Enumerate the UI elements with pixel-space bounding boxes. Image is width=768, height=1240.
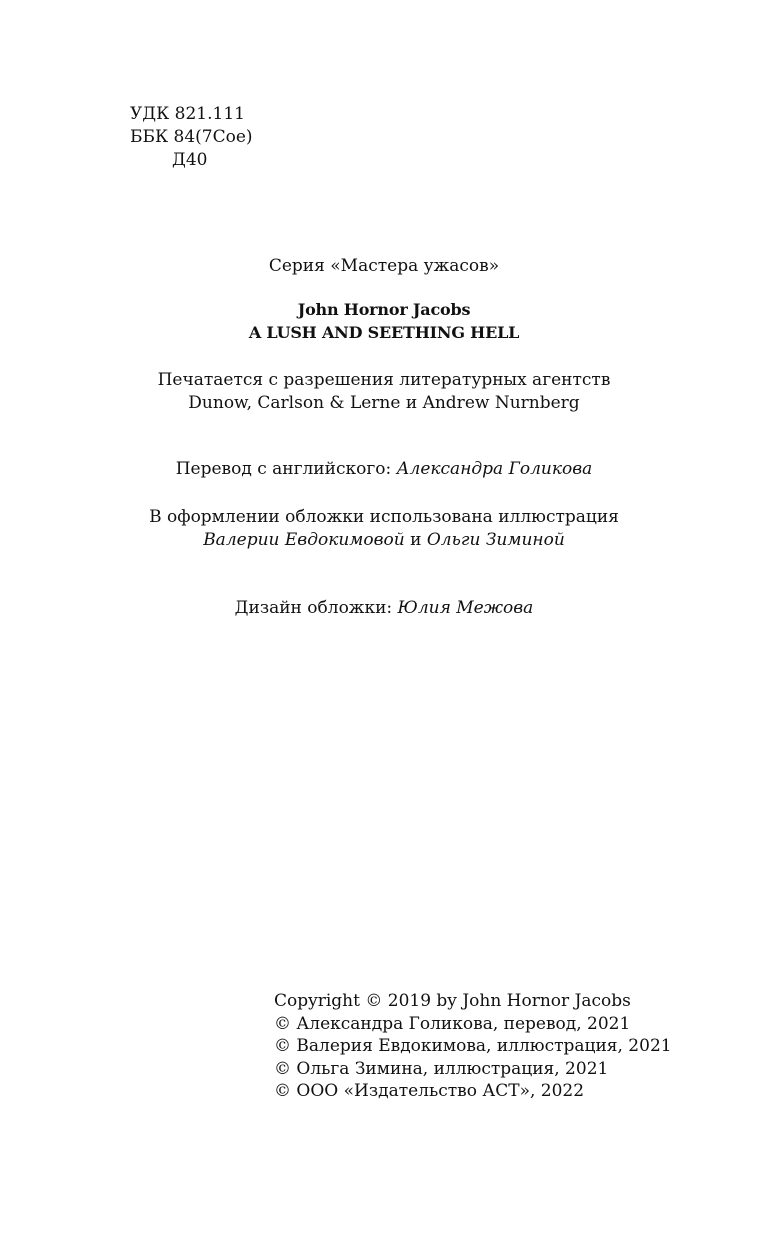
original-author: John Hornor Jacobs <box>297 300 471 319</box>
cover-designer-name: Юлия Межова <box>397 598 534 618</box>
copyright-line: © Валерия Евдокимова, иллюстрация, 2021 <box>274 1036 672 1056</box>
permission-line-1: Печатается с разрешения литературных агентств <box>157 370 611 390</box>
artist-conjunction: и <box>404 530 427 550</box>
artist-1: Валерии Евдокимовой <box>203 530 405 550</box>
series-name: Серия «Мастера ужасов» <box>268 256 500 276</box>
original-title: A LUSH AND SEETHING HELL <box>248 323 520 342</box>
cover-art-line-1: В оформлении обложки использована иллюстрация <box>149 507 619 527</box>
copyright-line: © ООО «Издательство АСТ», 2022 <box>274 1081 585 1101</box>
copyright-block <box>274 990 672 1103</box>
copyright-line: © Ольга Зимина, иллюстрация, 2021 <box>274 1058 609 1079</box>
translation-credit <box>0 459 768 479</box>
artist-2: Ольги Зиминой <box>426 530 565 550</box>
translator-name: Александра Голикова <box>396 459 593 479</box>
udk-code: УДК 821.111 <box>130 104 245 124</box>
cover-art-artists <box>0 530 768 550</box>
translation-label: Перевод с английского: <box>175 459 397 479</box>
permission-line-2: Dunow, Carlson & Lerne и Andrew Nurnberg <box>188 393 580 413</box>
cover-design-label: Дизайн обложки: <box>234 598 398 618</box>
author-mark: Д40 <box>172 150 208 170</box>
bbk-code: ББК 84(7Сое) <box>130 127 253 147</box>
copyright-line: © Александра Голикова, перевод, 2021 <box>274 1013 631 1034</box>
cover-design-credit <box>0 598 768 618</box>
copyright-line: Copyright © 2019 by John Hornor Jacobs <box>274 991 631 1011</box>
